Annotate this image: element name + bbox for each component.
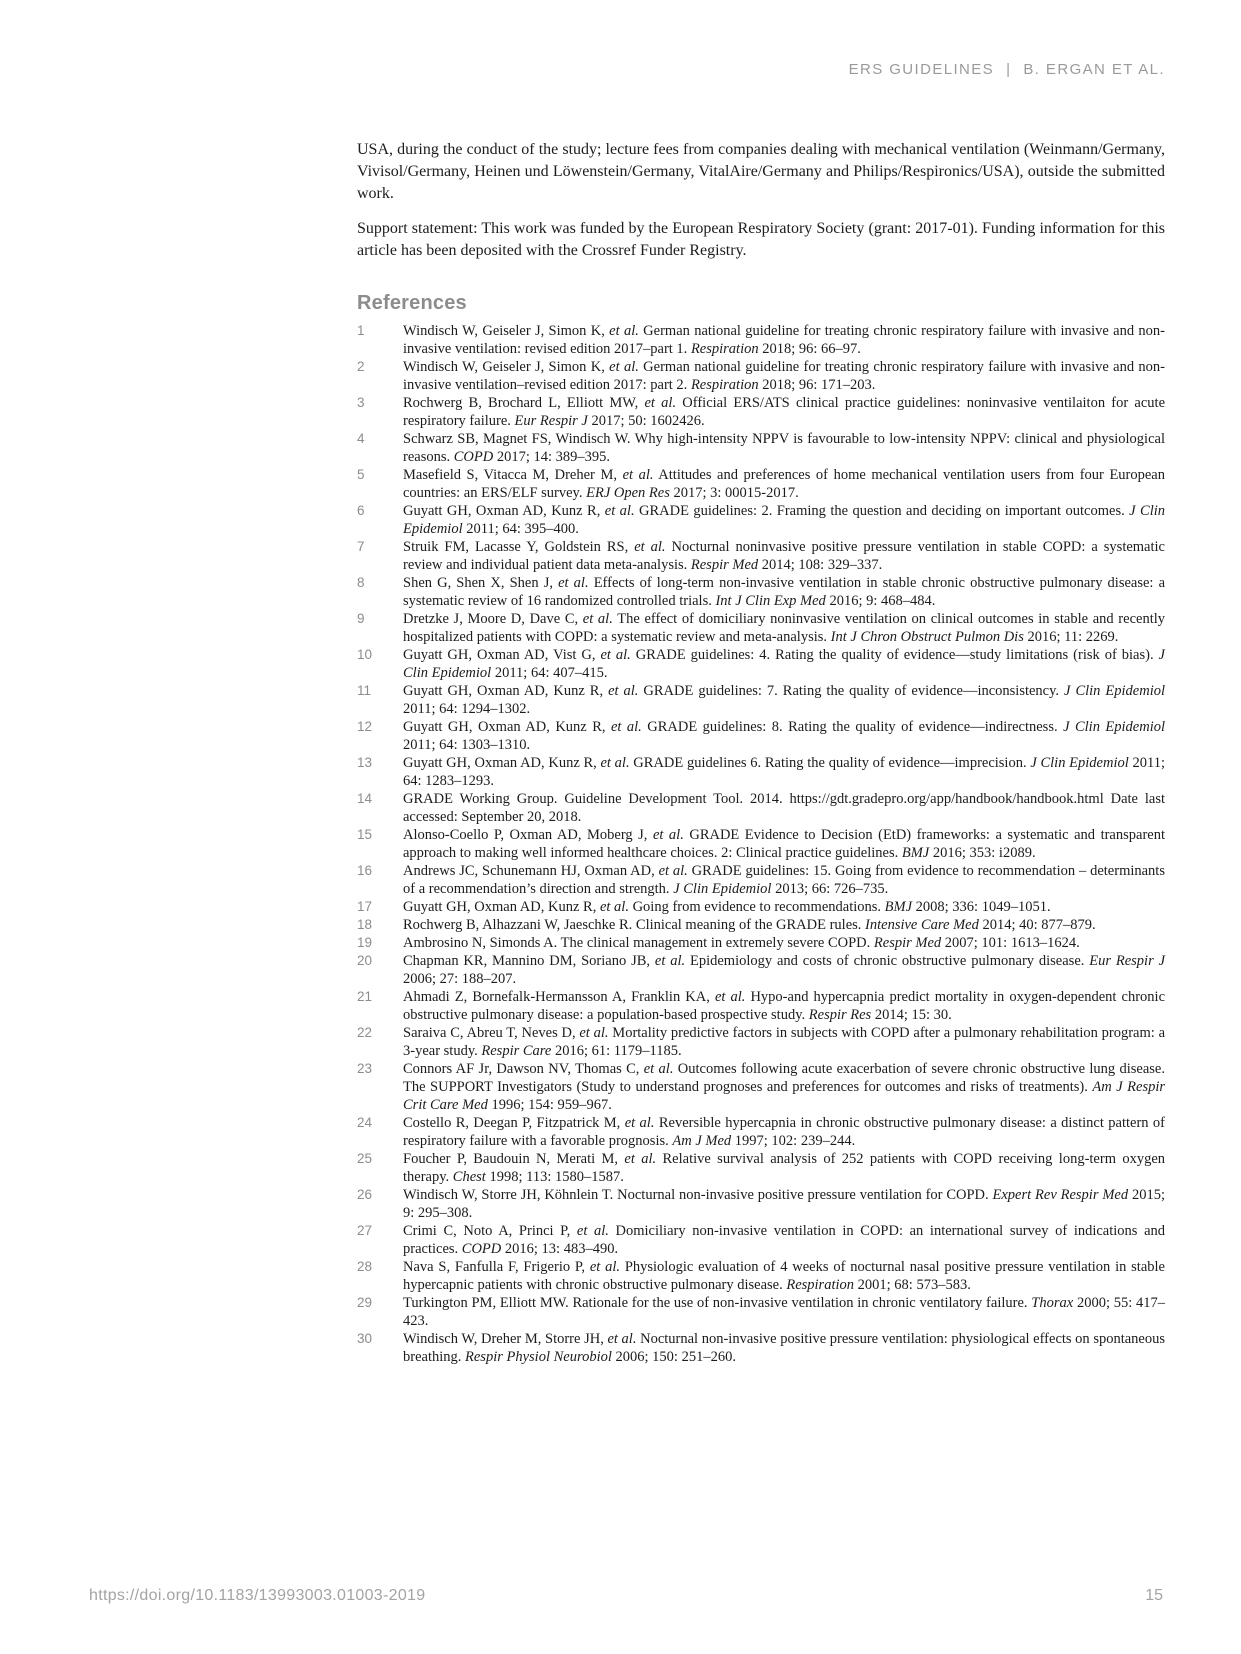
reference-text: Crimi C, Noto A, Princi P, et al. Domiciliary non-invasive ventilation in COPD: an international survey of indications and practices. COPD 2016; 13: 483–490. <box>403 1223 1166 1257</box>
reference-item <box>357 646 1165 682</box>
reference-number: 14 <box>357 791 373 806</box>
reference-text: Rochwerg B, Brochard L, Elliott MW, et al. Official ERS/ATS clinical practice guidelines: noninvasive ventilaiton for acute respiratory failure. Eur Respir J 2017; 50: 1602426. <box>403 395 1166 429</box>
reference-item <box>357 1258 1165 1294</box>
reference-text: Costello R, Deegan P, Fitzpatrick M, et al. Reversible hypercapnia in chronic obstructive pulmonary disease: a distinct pattern of respiratory failure with a favorable prognosis. Am J Med 1997; 102: 239–244. <box>403 1115 1165 1149</box>
reference-number: 11 <box>357 683 372 698</box>
reference-text: Struik FM, Lacasse Y, Goldstein RS, et al. Nocturnal noninvasive positive pressure ventilation in stable COPD: a systematic review and individual patient data meta-analysis. Respir Med 2014; 108: 329–337. <box>403 539 1165 573</box>
reference-item <box>357 1186 1165 1222</box>
reference-number: 21 <box>357 989 373 1004</box>
reference-item <box>357 988 1165 1024</box>
footer-doi: https://doi.org/10.1183/13993003.01003-2019 <box>89 1587 426 1604</box>
reference-item <box>357 952 1165 988</box>
reference-number: 26 <box>357 1187 373 1202</box>
reference-item <box>357 1114 1165 1150</box>
reference-number: 18 <box>357 917 373 932</box>
reference-number: 15 <box>357 827 373 842</box>
reference-item <box>357 538 1165 574</box>
reference-number: 29 <box>357 1295 373 1310</box>
reference-item <box>357 1024 1165 1060</box>
reference-number: 8 <box>357 575 365 590</box>
reference-item <box>357 430 1165 466</box>
reference-text: Guyatt GH, Oxman AD, Kunz R, et al. Going from evidence to recommendations. BMJ 2008; 336: 1049–1051. <box>403 899 1051 915</box>
reference-text: Guyatt GH, Oxman AD, Vist G, et al. GRADE guidelines: 4. Rating the quality of evidence—study limitations (risk of bias). J Clin Epidemiol 2011; 64: 407–415. <box>403 647 1165 681</box>
page-content <box>357 139 1165 1366</box>
reference-text: Ahmadi Z, Bornefalk-Hermansson A, Franklin KA, et al. Hypo-and hypercapnia predict mortality in oxygen-dependent chronic obstructive pulmonary disease: a population-based prospective study. Respir Res 2014; 15: 30. <box>403 989 1166 1023</box>
reference-number: 23 <box>357 1061 373 1076</box>
reference-list <box>357 322 1165 1366</box>
reference-text: Nava S, Fanfulla F, Frigerio P, et al. Physiologic evaluation of 4 weeks of nocturnal nasal positive pressure ventilation in stable hypercapnic patients with chronic obstructive pulmonary disease. Respiration 2001; 68: 573–583. <box>403 1259 1165 1293</box>
reference-item <box>357 322 1165 358</box>
disclosure-paragraph: USA, during the conduct of the study; lecture fees from companies dealing with mechanical ventilation (Weinmann/Germany, Vivisol/Germany, Heinen und Löwenstein/Germany, VitalAire/Germany and Philips/Respironics/USA), outside the submitted work. <box>357 141 1165 202</box>
reference-item <box>357 754 1165 790</box>
reference-text: Foucher P, Baudouin N, Merati M, et al. Relative survival analysis of 252 patients with COPD receiving long-term oxygen therapy. Chest 1998; 113: 1580–1587. <box>403 1151 1166 1185</box>
references-heading: References <box>357 292 467 314</box>
reference-number: 2 <box>357 359 365 374</box>
reference-number: 13 <box>357 755 373 770</box>
footer-page-number: 15 <box>1145 1587 1163 1604</box>
reference-number: 25 <box>357 1151 373 1166</box>
running-head <box>849 61 1165 78</box>
reference-number: 24 <box>357 1115 373 1130</box>
reference-item <box>357 610 1165 646</box>
reference-item <box>357 466 1165 502</box>
reference-text: Alonso-Coello P, Oxman AD, Moberg J, et al. GRADE Evidence to Decision (EtD) frameworks: a systematic and transparent approach to making well informed healthcare choices. 2: Clinical practice guidelines. BMJ 2016; 353: i2089. <box>403 827 1165 861</box>
reference-number: 3 <box>357 395 365 410</box>
reference-item <box>357 934 1165 952</box>
reference-text: Turkington PM, Elliott MW. Rationale for the use of non-invasive ventilation in chronic ventilatory failure. Thorax 2000; 55: 417–423. <box>403 1295 1166 1329</box>
reference-text: GRADE Working Group. Guideline Development Tool. 2014. https://gdt.gradepro.org/app/handbook/handbook.html Date last accessed: September 20, 2018. <box>403 791 1165 825</box>
reference-text: Masefield S, Vitacca M, Dreher M, et al. Attitudes and preferences of home mechanical ventilation users from four European countries: an ERS/ELF survey. ERJ Open Res 2017; 3: 00015-2017. <box>403 467 1165 501</box>
reference-number: 5 <box>357 467 365 482</box>
reference-item <box>357 916 1165 934</box>
reference-number: 19 <box>357 935 373 950</box>
reference-item <box>357 1294 1165 1330</box>
reference-number: 6 <box>357 503 365 518</box>
reference-text: Andrews JC, Schunemann HJ, Oxman AD, et al. GRADE guidelines: 15. Going from evidence to recommendation – determinants of a recommendation’s direction and strength. J Clin Epidemiol 2013; 66: 726–735. <box>403 863 1165 897</box>
reference-item <box>357 718 1165 754</box>
reference-text: Dretzke J, Moore D, Dave C, et al. The effect of domiciliary noninvasive ventilation on clinical outcomes in stable and recently hospitalized patients with COPD: a systematic review and meta-analysis. Int J Chron Obstruct Pulmon Dis 2016; 11: 2269. <box>403 611 1165 645</box>
reference-number: 27 <box>357 1223 373 1238</box>
reference-item <box>357 1150 1165 1186</box>
reference-text: Guyatt GH, Oxman AD, Kunz R, et al. GRADE guidelines: 2. Framing the question and deciding on important outcomes. J Clin Epidemiol 2011; 64: 395–400. <box>403 503 1166 537</box>
running-head-separator: | <box>1006 61 1012 78</box>
reference-text: Rochwerg B, Alhazzani W, Jaeschke R. Clinical meaning of the GRADE rules. Intensive Care Med 2014; 40: 877–879. <box>403 917 1096 933</box>
reference-number: 16 <box>357 863 373 878</box>
running-head-section: ERS GUIDELINES <box>848 61 995 78</box>
reference-item <box>357 682 1165 718</box>
reference-text: Connors AF Jr, Dawson NV, Thomas C, et al. Outcomes following acute exacerbation of severe chronic obstructive lung disease. The SUPPORT Investigators (Study to understand prognoses and preferences for outcomes and risks of treatments). Am J Respir Crit Care Med 1996; 154: 959–967. <box>403 1061 1166 1113</box>
support-statement-paragraph: Support statement: This work was funded by the European Respiratory Society (grant: 2017-01). Funding information for this article has been deposited with the Crossref Funder Registry. <box>357 220 1165 259</box>
reference-text: Windisch W, Geiseler J, Simon K, et al. German national guideline for treating chronic respiratory failure with invasive and non-invasive ventilation: revised edition 2017–part 1. Respiration 2018; 96: 66–97. <box>403 323 1165 357</box>
reference-number: 30 <box>357 1331 373 1346</box>
reference-item <box>357 790 1165 826</box>
reference-text: Windisch W, Dreher M, Storre JH, et al. Nocturnal non-invasive positive pressure ventilation: physiological effects on spontaneous breathing. Respir Physiol Neurobiol 2006; 150: 251–260. <box>403 1331 1166 1365</box>
reference-number: 22 <box>357 1025 373 1040</box>
reference-number: 7 <box>357 539 365 554</box>
reference-number: 4 <box>357 431 365 446</box>
reference-item <box>357 502 1165 538</box>
reference-text: Guyatt GH, Oxman AD, Kunz R, et al. GRADE guidelines: 8. Rating the quality of evidence—indirectness. J Clin Epidemiol 2011; 64: 1303–1310. <box>403 719 1166 753</box>
running-head-authors: B. ERGAN ET AL. <box>1023 61 1165 78</box>
reference-text: Schwarz SB, Magnet FS, Windisch W. Why high-intensity NPPV is favourable to low-intensity NPPV: clinical and physiological reasons. COPD 2017; 14: 389–395. <box>403 431 1165 465</box>
reference-number: 28 <box>357 1259 373 1274</box>
reference-number: 1 <box>357 323 365 338</box>
reference-text: Chapman KR, Mannino DM, Soriano JB, et al. Epidemiology and costs of chronic obstructive pulmonary disease. Eur Respir J 2006; 27: 188–207. <box>403 953 1166 987</box>
reference-number: 12 <box>357 719 373 734</box>
reference-text: Windisch W, Storre JH, Köhnlein T. Nocturnal non-invasive positive pressure ventilation for COPD. Expert Rev Respir Med 2015; 9: 295–308. <box>403 1187 1165 1221</box>
reference-text: Guyatt GH, Oxman AD, Kunz R, et al. GRADE guidelines 6. Rating the quality of evidence—imprecision. J Clin Epidemiol 2011; 64: 1283–1293. <box>403 755 1165 789</box>
reference-item <box>357 394 1165 430</box>
reference-item <box>357 574 1165 610</box>
reference-number: 20 <box>357 953 373 968</box>
reference-item <box>357 1060 1165 1114</box>
reference-number: 9 <box>357 611 365 626</box>
reference-item <box>357 358 1165 394</box>
reference-item <box>357 862 1165 898</box>
reference-text: Saraiva C, Abreu T, Neves D, et al. Mortality predictive factors in subjects with COPD after a pulmonary rehabilitation program: a 3-year study. Respir Care 2016; 61: 1179–1185. <box>403 1025 1166 1059</box>
reference-number: 17 <box>357 899 373 914</box>
reference-text: Shen G, Shen X, Shen J, et al. Effects of long-term non-invasive ventilation in stable chronic obstructive pulmonary disease: a systematic review of 16 randomized controlled trials. Int J Clin Exp Med 2016; 9: 468–484. <box>403 575 1165 609</box>
reference-text: Windisch W, Geiseler J, Simon K, et al. German national guideline for treating chronic respiratory failure with invasive and non-invasive ventilation–revised edition 2017: part 2. Respiration 2018; 96: 171–203. <box>403 359 1165 393</box>
reference-text: Guyatt GH, Oxman AD, Kunz R, et al. GRADE guidelines: 7. Rating the quality of evidence—inconsistency. J Clin Epidemiol 2011; 64: 1294–1302. <box>403 683 1166 717</box>
reference-text: Ambrosino N, Simonds A. The clinical management in extremely severe COPD. Respir Med 2007; 101: 1613–1624. <box>403 935 1080 951</box>
reference-item <box>357 1330 1165 1366</box>
reference-item <box>357 1222 1165 1258</box>
reference-item <box>357 826 1165 862</box>
reference-number: 10 <box>357 647 373 662</box>
reference-item <box>357 898 1165 916</box>
